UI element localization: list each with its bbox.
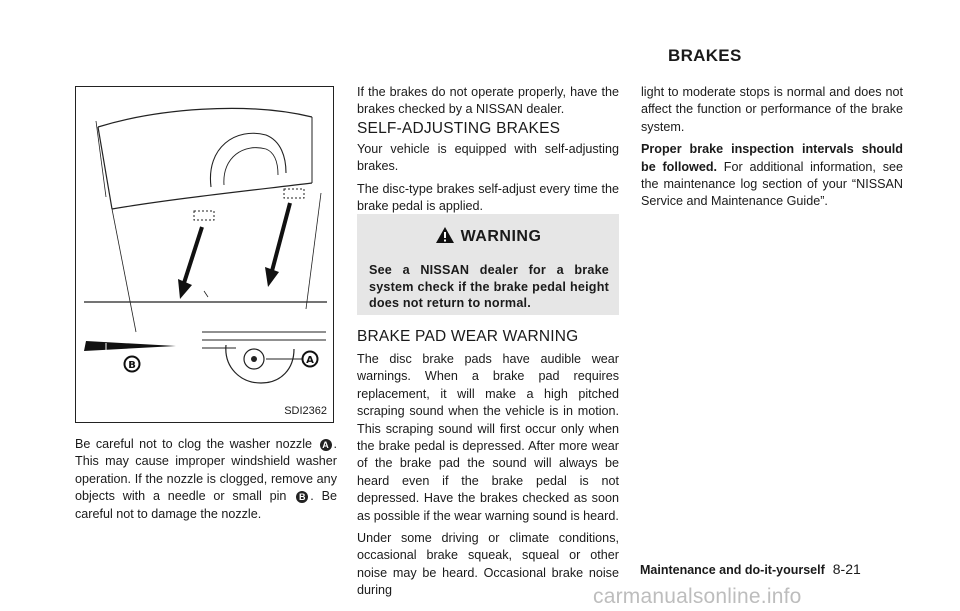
brakes-intro-text: If the brakes do not operate properly, have the brakes checked by a NISSAN dealer. <box>357 85 619 117</box>
heading-self-adjusting: SELF-ADJUSTING BRAKES <box>357 120 561 137</box>
warning-box <box>357 214 619 315</box>
marker-a: A <box>320 439 332 451</box>
page-footer <box>640 561 861 577</box>
washer-nozzle-text <box>75 436 337 528</box>
washer-nozzle-illustration <box>76 87 335 424</box>
col3-p2-bold: Proper brake inspection intervals should be followed. <box>641 142 903 174</box>
col1-text-2: . This may cause improper windshield washer operation. If the nozzle is clogged, remove any objects with a needle or small pin <box>75 437 337 504</box>
self-adjusting-text <box>357 141 619 221</box>
figure-washer-nozzle <box>75 86 334 423</box>
self-adjusting-p2: The disc-type brakes self-adjust every time the brake pedal is applied. <box>357 181 619 214</box>
watermark: carmanualsonline.info <box>593 585 802 608</box>
heading-brake-pad-wear: BRAKE PAD WEAR WARNING <box>357 328 579 345</box>
col1-text-3: . Be careful not to damage the nozzle. <box>75 489 337 521</box>
col1-text-1: Be careful not to clog the washer nozzle <box>75 437 318 451</box>
warning-title: WARNING <box>460 228 542 245</box>
col3-p2-rest: For additional information, see the maintenance log section of your “NISSAN Service and Maintenance Guide”. <box>641 159 903 209</box>
figure-code: SDI2362 <box>284 405 327 417</box>
brake-pad-p2: Under some driving or climate conditions, occasional brake squeak, squeal or other noise may be heard. Occasional brake noise during <box>357 531 619 598</box>
brakes-intro <box>357 84 619 124</box>
warning-triangle-icon <box>435 226 455 244</box>
label-a: A <box>306 355 314 366</box>
marker-b: B <box>296 491 308 503</box>
warning-heading <box>357 226 619 246</box>
self-adjusting-p1: Your vehicle is equipped with self-adjusting brakes. <box>357 142 619 174</box>
footer-label: Maintenance and do-it-yourself <box>640 563 825 577</box>
col3-text <box>641 84 903 216</box>
page-number: 8-21 <box>832 561 861 577</box>
warning-text: See a NISSAN dealer for a brake system check if the brake pedal height does not return to normal. <box>369 263 609 310</box>
brake-pad-p1: The disc brake pads have audible wear warnings. When a brake pad requires replacement, it will make a high pitched scraping sound when the vehicle is in motion. This scraping sound will first occur only when the brake pedal is depressed. After more wear of the brake pad the sound will always be heard even if the brake pedal is not depressed. Have the brakes checked as soon as possible if the wear warning sound is heard. <box>357 352 619 523</box>
section-title: BRAKES <box>668 46 742 65</box>
col3-p1: light to moderate stops is normal and does not affect the function or performance of the brake system. <box>641 85 903 134</box>
label-b: B <box>128 360 136 371</box>
brake-pad-text <box>357 351 619 605</box>
